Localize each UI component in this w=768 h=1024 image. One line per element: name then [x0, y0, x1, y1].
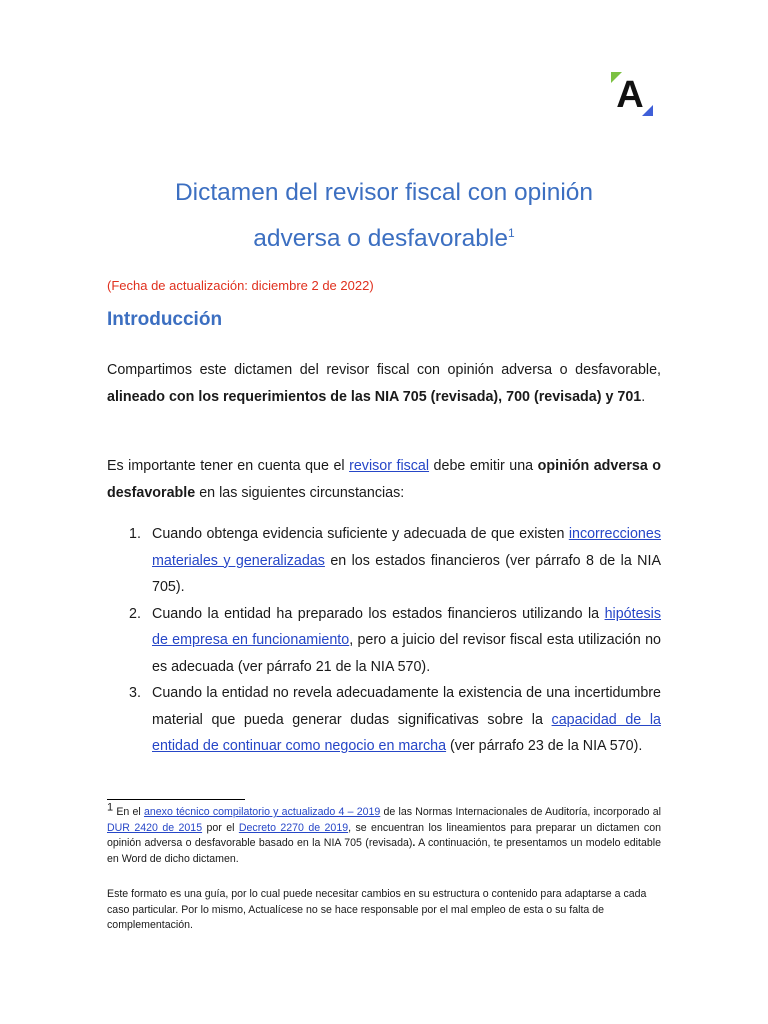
- negocio-en-marcha-link[interactable]: capacidad de la entidad de continuar como negocio en marcha: [152, 711, 661, 754]
- list-item-number: 2.: [129, 605, 141, 622]
- p1-bold: alineado con los requerimientos de las NIA 705 (revisada), 700 (revisada) y 701: [107, 388, 642, 405]
- footnote-text: por el: [202, 821, 239, 834]
- list-item-text: Cuando obtenga evidencia suficiente y adecuada de que existen: [152, 526, 569, 542]
- p1-text: Compartimos este dictamen del revisor fiscal con opinión adversa o desfavorable,: [107, 362, 661, 378]
- logo-letter: A: [616, 74, 644, 116]
- p1-end: .: [641, 388, 646, 405]
- p2-text-2: debe emitir una: [429, 458, 538, 474]
- list-item: [107, 680, 661, 760]
- circumstances-list: [107, 521, 661, 760]
- footnote-text: En el: [113, 806, 144, 818]
- footnote-bold: .: [412, 837, 416, 849]
- title-line-2: adversa o desfavorable: [253, 225, 508, 252]
- list-item: [107, 601, 661, 681]
- footnote-text: A continuación, te presentamos un modelo editable en Word de dicho dictamen.: [107, 837, 661, 865]
- footnote-number: 1: [107, 801, 114, 814]
- list-item-text: en los estados financieros (ver párrafo 8 de la NIA 705).: [152, 552, 662, 595]
- revisor-fiscal-link[interactable]: revisor fiscal: [349, 458, 430, 474]
- footnote: [107, 801, 662, 867]
- footnote-text: , se encuentran los lineamientos para preparar un dictamen con opinión adversa o desfavorable basado en la NIA 705 (revisada): [107, 821, 662, 849]
- footnote-text: de las Normas Internacionales de Auditoría, incorporado al: [380, 806, 661, 818]
- p2-text-3: en las siguientes circunstancias:: [195, 484, 405, 501]
- actualicese-logo-icon: [608, 70, 656, 118]
- document-title: [0, 170, 768, 262]
- incorrecciones-link[interactable]: incorrecciones materiales y generalizadas: [152, 526, 661, 569]
- intro-paragraph-1: [107, 357, 661, 410]
- anexo-tecnico-link[interactable]: anexo técnico compilatorio y actualizado 4 – 2019: [143, 806, 381, 818]
- disclaimer-note: Este formato es una guía, por lo cual puede necesitar cambios en su estructura o contenido para adaptarse a cada caso particular. Por lo mismo, Actualícese no se hace responsable por el mal empleo de esta o su falta de complementación.: [107, 888, 647, 931]
- list-item-text: , pero a juicio del revisor fiscal esta utilización no es adecuada (ver párrafo 21 de la NIA 570).: [152, 632, 661, 675]
- intro-heading: Introducción: [107, 309, 223, 330]
- title-footnote-ref[interactable]: 1: [508, 225, 515, 240]
- list-item: [107, 521, 661, 601]
- list-item-text: (ver párrafo 23 de la NIA 570).: [446, 738, 643, 754]
- decreto-2270-link[interactable]: Decreto 2270 de 2019: [238, 821, 349, 834]
- list-item-text: Cuando la entidad no revela adecuadamente la existencia de una incertidumbre material que pueda generar dudas significativas sobre la: [152, 685, 661, 728]
- p2-bold: opinión adversa o desfavorable: [107, 458, 662, 501]
- footnote-separator: [107, 799, 245, 800]
- list-item-number: 1.: [129, 526, 141, 542]
- intro-paragraph-2: [107, 453, 661, 506]
- p2-text-1: Es importante tener en cuenta que el: [107, 458, 350, 474]
- hipotesis-empresa-link[interactable]: hipótesis de empresa en funcionamiento: [152, 605, 661, 648]
- update-date: (Fecha de actualización: diciembre 2 de 2022): [107, 278, 374, 293]
- dur-2420-link[interactable]: DUR 2420 de 2015: [107, 821, 203, 834]
- title-line-1: Dictamen del revisor fiscal con opinión: [174, 179, 594, 206]
- list-item-text: Cuando la entidad ha preparado los estados financieros utilizando la: [152, 605, 605, 622]
- list-item-number: 3.: [129, 685, 141, 701]
